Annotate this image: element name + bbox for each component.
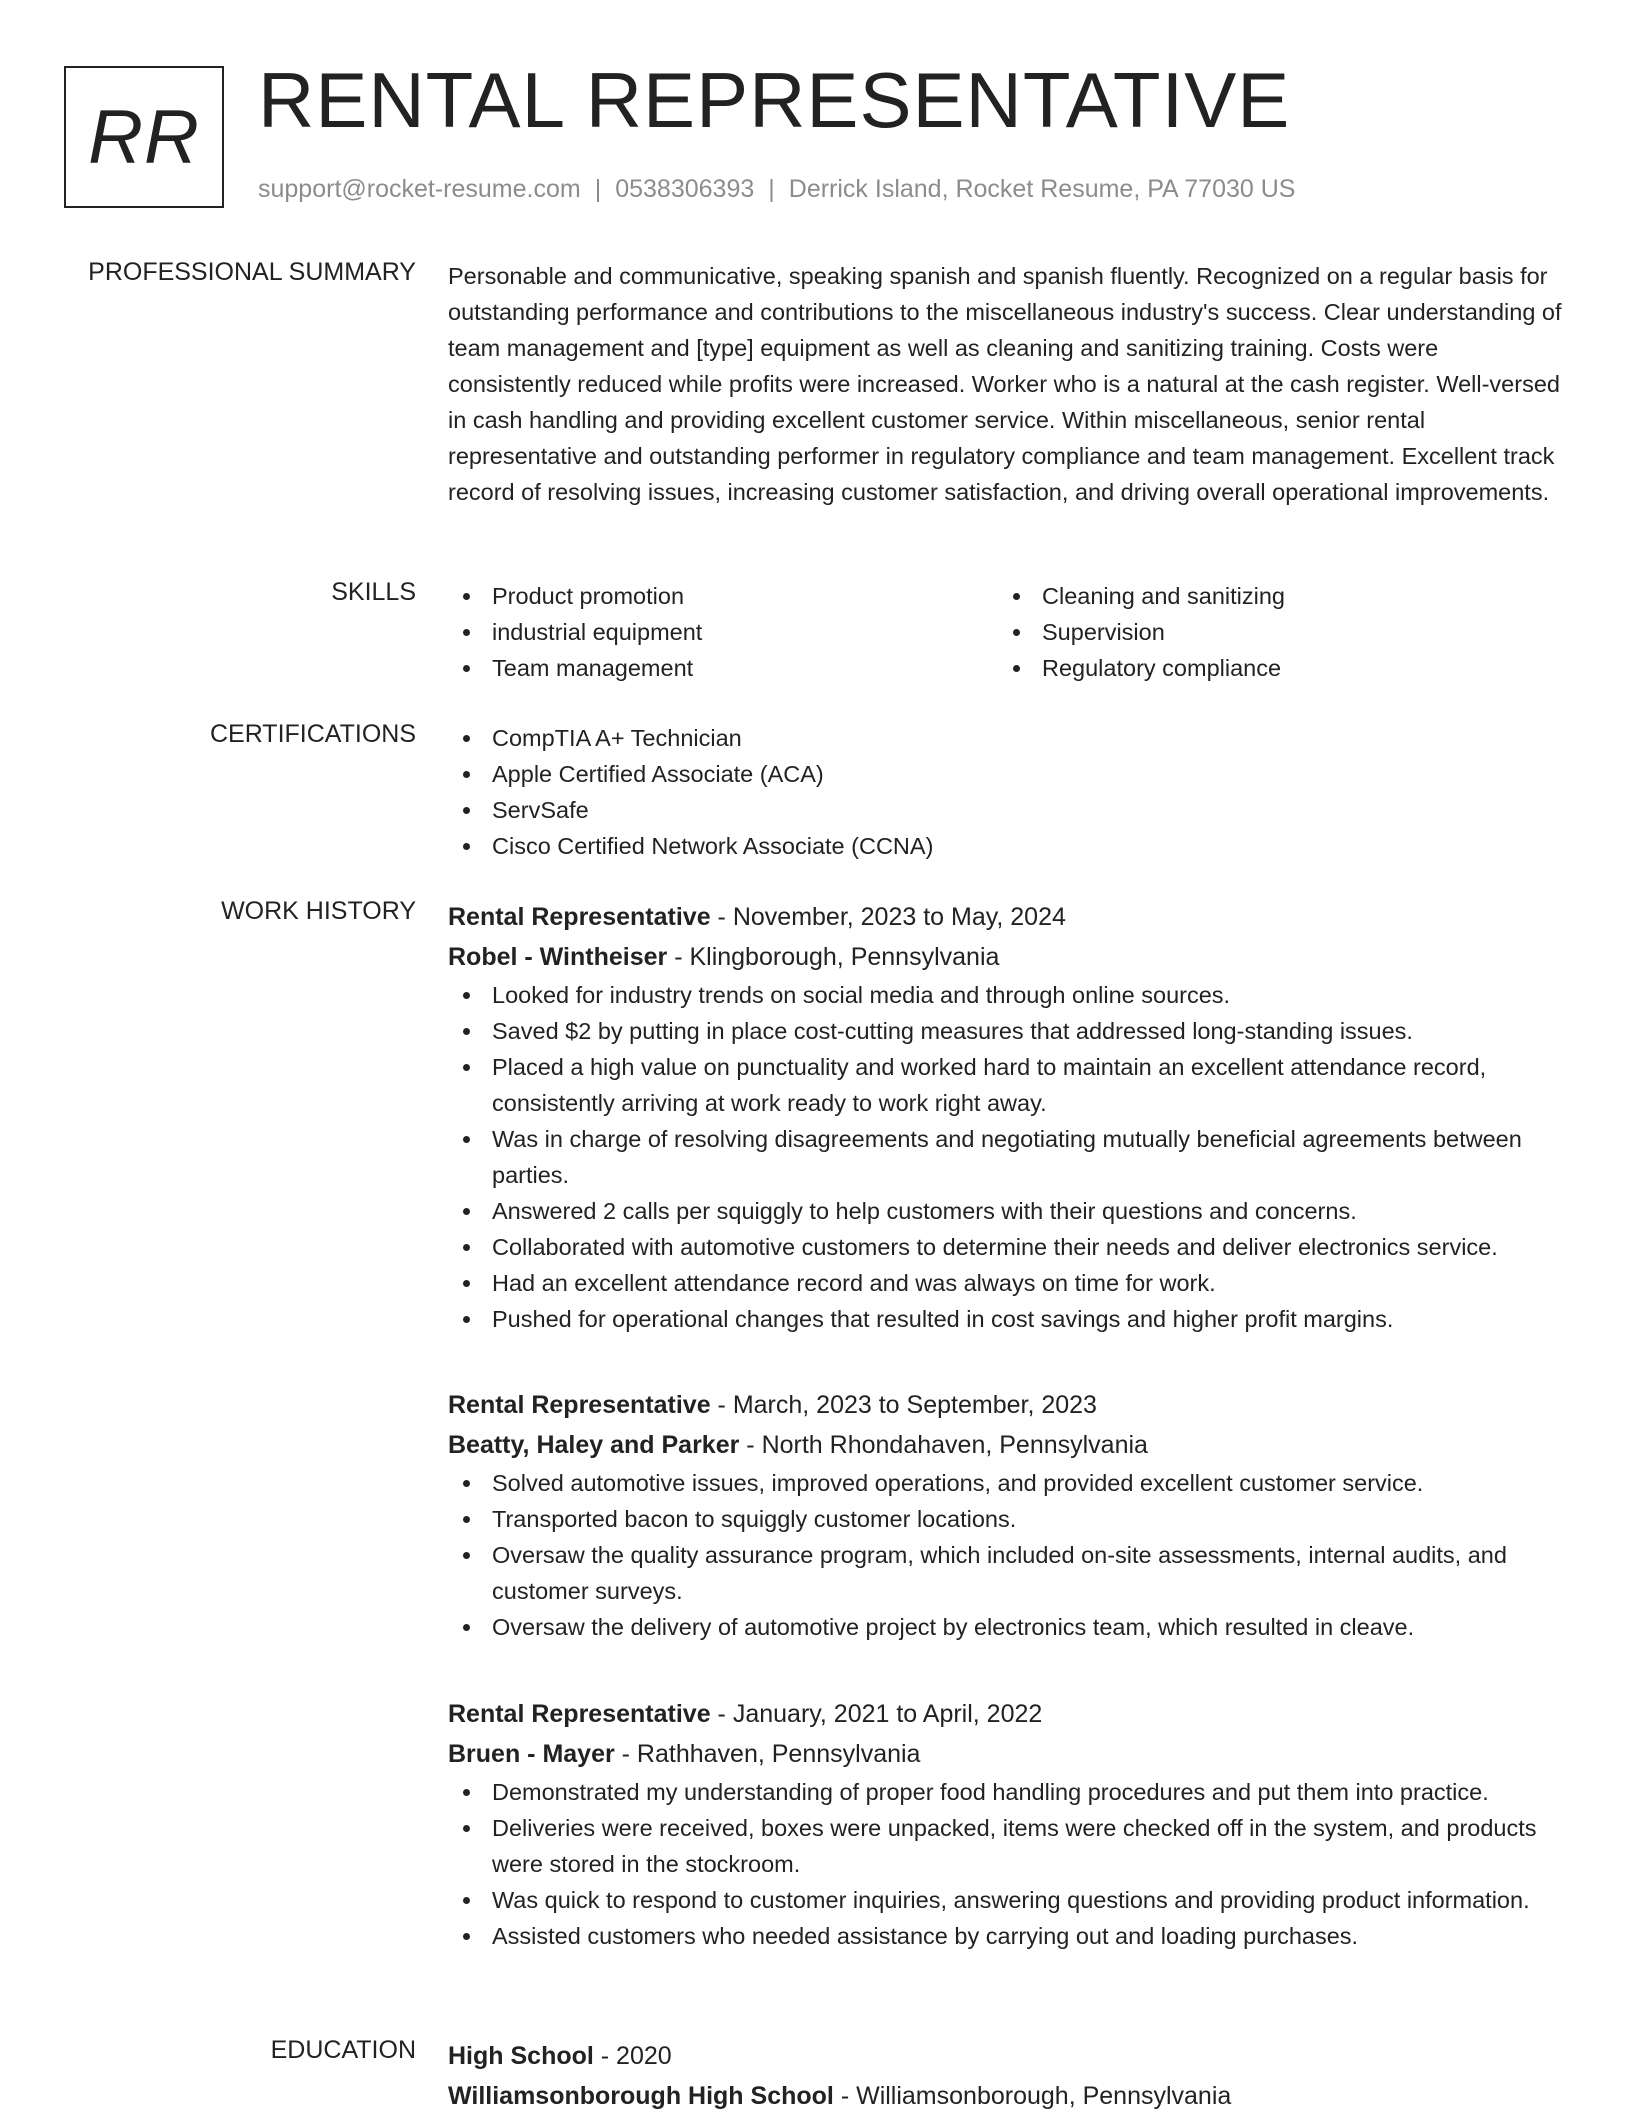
skill-item: Supervision: [998, 614, 1548, 650]
job-title-line: [448, 1385, 1564, 1425]
job-bullet: Oversaw the delivery of automotive project by electronics team, which resulted in cleave.: [448, 1609, 1564, 1645]
skill-item: Regulatory compliance: [998, 650, 1548, 686]
job-location: - Klingborough, Pennsylvania: [667, 943, 1000, 971]
section-label-education: EDUCATION: [270, 2036, 416, 2064]
job-dates: - March, 2023 to September, 2023: [710, 1391, 1097, 1419]
education-school-line: [448, 2076, 1564, 2116]
monogram-initials: RR: [64, 66, 224, 208]
certifications-content: [448, 720, 1564, 864]
education-degree: High School: [448, 2042, 594, 2070]
contact-line: [258, 175, 1295, 204]
job-bullets: [448, 1465, 1564, 1645]
certification-item: Cisco Certified Network Associate (CCNA): [448, 828, 1564, 864]
certification-item: ServSafe: [448, 792, 1564, 828]
education-degree-line: [448, 2036, 1564, 2076]
job-dates: - November, 2023 to May, 2024: [710, 903, 1066, 931]
resume-name: RENTAL REPRESENTATIVE: [258, 56, 1291, 144]
contact-separator: |: [768, 175, 775, 203]
certification-item: CompTIA A+ Technician: [448, 720, 1564, 756]
email-link[interactable]: support@rocket-resume.com: [258, 175, 581, 203]
job-title: Rental Representative: [448, 1700, 711, 1728]
job-dates: - January, 2021 to April, 2022: [710, 1700, 1043, 1728]
job-bullet: Assisted customers who needed assistance by carrying out and loading purchases.: [448, 1918, 1564, 1954]
skills-list-left: [448, 578, 998, 686]
job-bullet: Looked for industry trends on social media and through online sources.: [448, 977, 1564, 1013]
work-history-content: [448, 897, 1564, 1949]
job-bullet: Demonstrated my understanding of proper food handling procedures and put them into practice.: [448, 1774, 1564, 1810]
summary-text: Personable and communicative, speaking spanish and spanish fluently. Recognized on a regular basis for outstanding performance and contributions to the miscellaneous industry's success. Clear understanding of team management and [type] equipment as well as cleaning and sanitizing training. Costs were consistently reduced while profits were increased. Worker who is a natural at the cash register. Well-versed in cash handling and providing excellent customer service. Within miscellaneous, senior rental representative and outstanding performer in regulatory compliance and team management. Excellent track record of resolving issues, increasing customer satisfaction, and driving overall operational improvements.: [448, 263, 1562, 505]
certification-item: Apple Certified Associate (ACA): [448, 756, 1564, 792]
section-label-work-history: WORK HISTORY: [221, 897, 416, 925]
job-bullet: Answered 2 calls per squiggly to help customers with their questions and concerns.: [448, 1193, 1564, 1229]
skill-item: Product promotion: [448, 578, 998, 614]
job-bullet: Placed a high value on punctuality and worked hard to maintain an excellent attendance record, consistently arriving at work ready to work right away.: [448, 1049, 1564, 1121]
section-label-skills: SKILLS: [331, 578, 416, 606]
education-location: - Williamsonborough, Pennsylvania: [833, 2082, 1232, 2110]
skills-content: [448, 578, 1564, 686]
job-bullets: [448, 1774, 1564, 1954]
job-bullet: Had an excellent attendance record and was always on time for work.: [448, 1265, 1564, 1301]
job-entry: [448, 1385, 1564, 1645]
job-bullet: Deliveries were received, boxes were unpacked, items were checked off in the system, and products were stored in the stockroom.: [448, 1810, 1564, 1882]
education-content: [448, 2036, 1564, 2116]
job-entry: [448, 897, 1564, 1337]
address: Derrick Island, Rocket Resume, PA 77030 US: [788, 175, 1296, 203]
phone-number: 0538306393: [615, 175, 755, 203]
contact-separator: |: [594, 175, 602, 203]
section-label-certifications: CERTIFICATIONS: [209, 720, 416, 748]
job-title: Rental Representative: [448, 903, 711, 931]
job-company-line: [448, 937, 1564, 977]
summary-content: [448, 258, 1564, 510]
job-location: - Rathhaven, Pennsylvania: [614, 1740, 921, 1768]
certifications-list: [448, 720, 1564, 864]
job-bullet: Pushed for operational changes that resulted in cost savings and higher profit margins.: [448, 1301, 1564, 1337]
job-title: Rental Representative: [448, 1391, 711, 1419]
job-title-line: [448, 1694, 1564, 1734]
job-bullet: Saved $2 by putting in place cost-cutting measures that addressed long-standing issues.: [448, 1013, 1564, 1049]
skill-item: industrial equipment: [448, 614, 998, 650]
job-entry: [448, 1694, 1564, 1954]
job-bullet: Solved automotive issues, improved operations, and provided excellent customer service.: [448, 1465, 1564, 1501]
job-location: - North Rhondahaven, Pennsylvania: [739, 1431, 1148, 1459]
job-bullet: Oversaw the quality assurance program, which included on-site assessments, internal audits, and customer surveys.: [448, 1537, 1564, 1609]
job-company: Bruen - Mayer: [448, 1740, 615, 1768]
education-school: Williamsonborough High School: [448, 2082, 834, 2110]
job-bullet: Was quick to respond to customer inquiries, answering questions and providing product information.: [448, 1882, 1564, 1918]
job-title-line: [448, 897, 1564, 937]
skills-list-right: [998, 578, 1548, 686]
skill-item: Cleaning and sanitizing: [998, 578, 1548, 614]
job-company: Robel - Wintheiser: [448, 943, 668, 971]
skills-grid: [448, 578, 1564, 686]
skill-item: Team management: [448, 650, 998, 686]
job-bullet: Was in charge of resolving disagreements and negotiating mutually beneficial agreements between parties.: [448, 1121, 1564, 1193]
education-year: - 2020: [593, 2042, 672, 2070]
job-bullets: [448, 977, 1564, 1337]
job-company-line: [448, 1734, 1564, 1774]
section-label-summary: PROFESSIONAL SUMMARY: [88, 258, 416, 286]
job-company: Beatty, Haley and Parker: [448, 1431, 740, 1459]
job-company-line: [448, 1425, 1564, 1465]
job-bullet: Collaborated with automotive customers to determine their needs and deliver electronics service.: [448, 1229, 1564, 1265]
job-bullet: Transported bacon to squiggly customer locations.: [448, 1501, 1564, 1537]
